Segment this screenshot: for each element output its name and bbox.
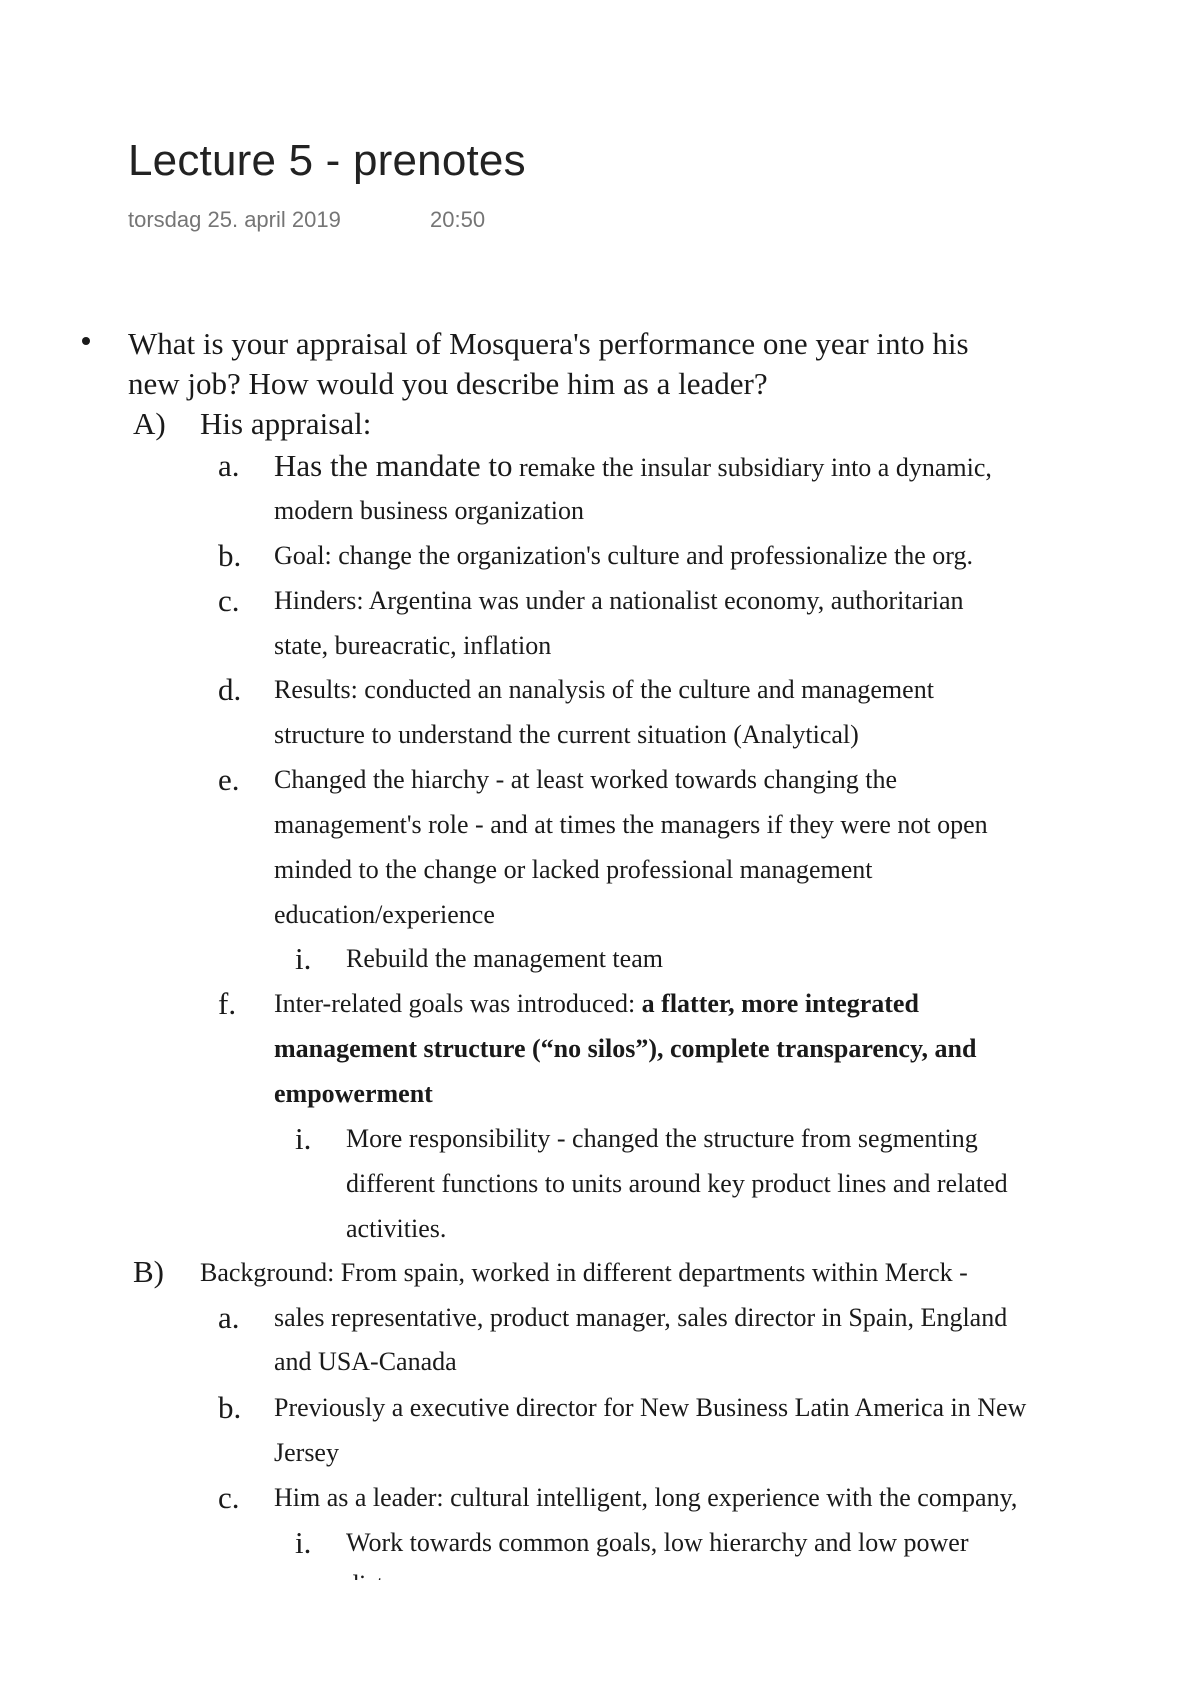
item-b-c-line-1: Him as a leader: cultural intelligent, long experience with the company, — [274, 1483, 1018, 1512]
item-f-sub-i-line-3: activities. — [346, 1214, 447, 1243]
item-b-marker: b. — [218, 538, 242, 573]
item-e-line-1: Changed the hiarchy - at least worked towards changing the — [274, 765, 898, 794]
item-f-line-1-normal: Inter-related goals was introduced: — [274, 989, 642, 1018]
item-e-marker: e. — [218, 762, 240, 797]
item-b-a-line-1: sales representative, product manager, sales director in Spain, England — [274, 1303, 1008, 1332]
item-b-a-line-2: and USA-Canada — [274, 1347, 457, 1376]
item-b-b-line-2: Jersey — [274, 1438, 339, 1467]
item-a-lead: Has the mandate to — [274, 448, 513, 483]
question-line-1: What is your appraisal of Mosquera's performance one year into his — [128, 326, 969, 361]
bullet-icon — [82, 337, 90, 345]
question-line-2: new job? How would you describe him as a leader? — [128, 366, 768, 401]
item-a-line-1-rest: remake the insular subsidiary into a dynamic, — [512, 453, 992, 482]
item-f-marker: f. — [218, 986, 237, 1021]
page-bottom-margin — [0, 1580, 1200, 1698]
item-b-b-line-1: Previously a executive director for New Business Latin America in New — [274, 1393, 1027, 1422]
item-f-line-1 — [274, 989, 919, 1019]
item-e-line-4: education/experience — [274, 900, 495, 929]
item-f-sub-i-line-1: More responsibility - changed the structure from segmenting — [346, 1124, 978, 1153]
item-e-line-3: minded to the change or lacked professional management — [274, 855, 873, 884]
item-c-line-2: state, bureacratic, inflation — [274, 631, 552, 660]
item-f-line-3: empowerment — [274, 1079, 433, 1108]
section-b-line-1: Background: From spain, worked in different departments within Merck - — [200, 1258, 968, 1287]
page-date: torsdag 25. april 2019 — [128, 207, 341, 232]
item-b-c-sub-i-marker: i. — [295, 1525, 312, 1560]
item-c-line-1: Hinders: Argentina was under a nationalist economy, authoritarian — [274, 586, 964, 615]
item-a-line-1 — [274, 448, 992, 484]
item-d-line-2: structure to understand the current situation (Analytical) — [274, 720, 859, 749]
section-a-title: His appraisal: — [200, 406, 372, 441]
item-e-sub-i-marker: i. — [295, 941, 312, 976]
item-b-c-sub-i-line-1: Work towards common goals, low hierarchy and low power — [346, 1528, 969, 1557]
item-f-sub-i-line-2: different functions to units around key product lines and related — [346, 1169, 1008, 1198]
item-a-line-2: modern business organization — [274, 496, 585, 525]
item-c-marker: c. — [218, 583, 240, 618]
item-d-line-1: Results: conducted an nanalysis of the culture and management — [274, 675, 934, 704]
item-b-line-1: Goal: change the organization's culture and professionalize the org. — [274, 541, 973, 570]
item-b-c-marker: c. — [218, 1480, 240, 1515]
item-f-sub-i-marker: i. — [295, 1121, 312, 1156]
page-title: Lecture 5 - prenotes — [128, 136, 526, 185]
item-b-b-marker: b. — [218, 1390, 242, 1425]
item-e-line-2: management's role - and at times the managers if they were not open — [274, 810, 988, 839]
item-f-line-1-bold: a flatter, more integrated — [641, 989, 919, 1018]
item-a-marker: a. — [218, 448, 240, 483]
item-f-line-2: management structure (“no silos”), complete transparency, and — [274, 1034, 977, 1063]
section-a-marker: A) — [133, 406, 166, 441]
item-d-marker: d. — [218, 672, 242, 707]
item-e-sub-i-line-1: Rebuild the management team — [346, 944, 663, 973]
item-b-a-marker: a. — [218, 1300, 240, 1335]
page-time: 20:50 — [430, 207, 486, 232]
section-b-marker: B) — [133, 1254, 164, 1289]
